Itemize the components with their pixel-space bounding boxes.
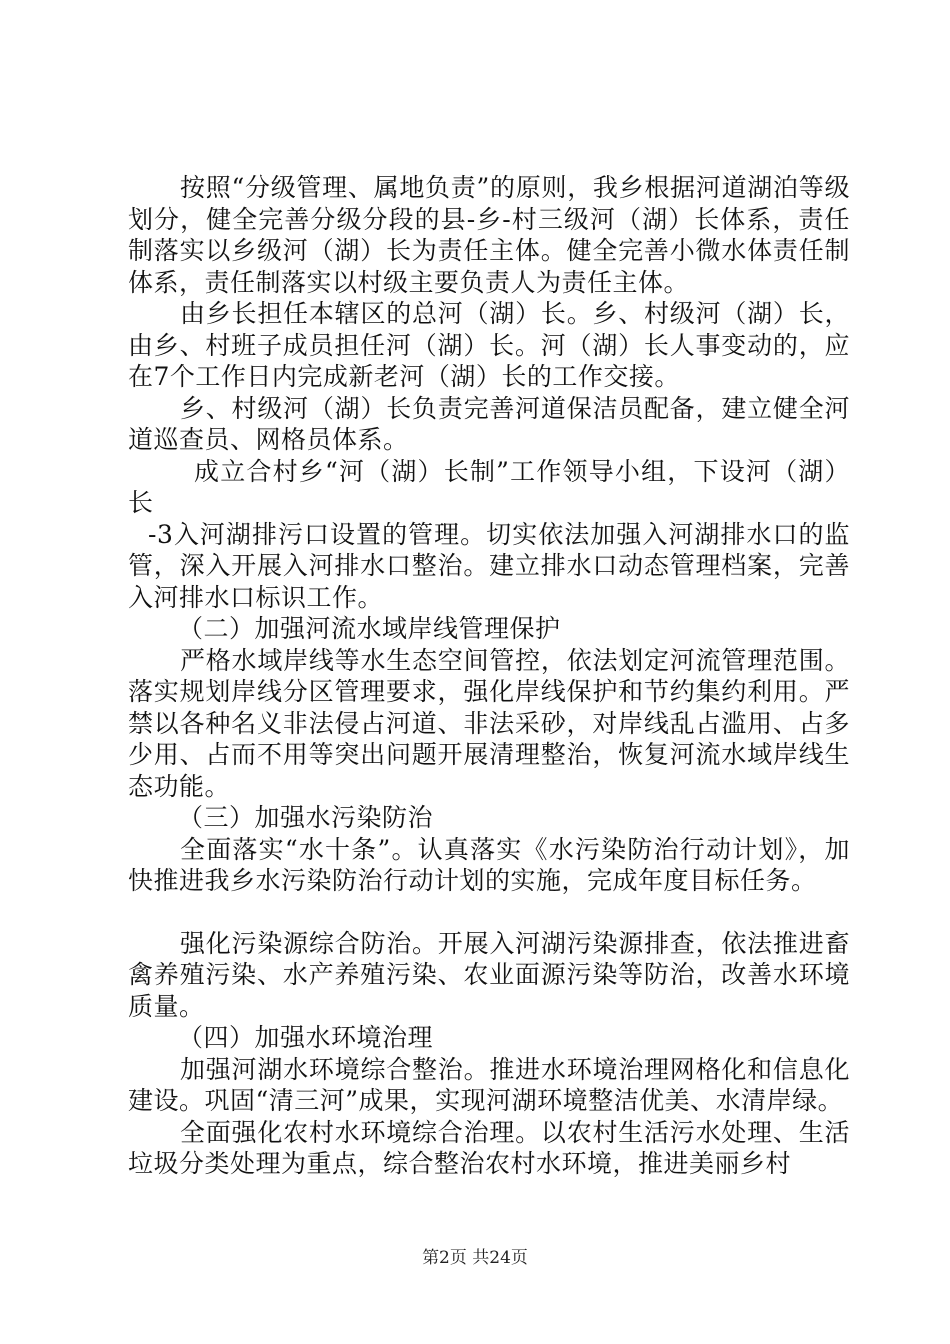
paragraph-rural-water-environment: 全面强化农村水环境综合治理。以农村生活污水处理、生活垃圾分类处理为重点，综合整治农村水环境，推进美丽乡村 [128,1117,850,1178]
paragraph-environment-remediation: 加强河湖水环境综合整治。推进水环境治理网格化和信息化建设。巩固“清三河”成果，实现河湖环境整洁优美、水清岸绿。 [128,1054,850,1115]
paragraph-pollution-source-control: 强化污染源综合防治。开展入河湖污染源排查，依法推进畜禽养殖污染、水产养殖污染、农业面源污染等防治，改善水环境质量。 [128,928,850,1021]
paragraph-shoreline-control: 严格水域岸线等水生态空间管控，依法划定河流管理范围。落实规划岸线分区管理要求，强化岸线保护和节约集约利用。严禁以各种名义非法侵占河道、非法采砂，对岸线乱占滥用、占多少用、占而不用等突出问题开展清理整治，恢复河流水域岸线生态功能。 [128,645,850,801]
paragraph-outfall-management: -3入河湖排污口设置的管理。切实依法加强入河湖排水口的监管，深入开展入河排水口整治。建立排水口动态管理档案，完善入河排水口标识工作。 [128,519,850,612]
section-heading-shoreline: （二）加强河流水域岸线管理保护 [178,614,561,643]
paragraph-river-lake-chief-hierarchy: 按照“分级管理、属地负责”的原则，我乡根据河道湖泊等级划分，健全完善分级分段的县-乡-村三级河（湖）长体系，责任制落实以乡级河（湖）长为责任主体。健全完善小微水体责任制体系，责任制落实以村级主要负责人为责任主体。 [128,173,850,297]
section-heading-water-pollution: （三）加强水污染防治 [178,803,434,832]
section-heading-water-environment: （四）加强水环境治理 [178,1023,434,1052]
paragraph-chief-appointment: 由乡长担任本辖区的总河（湖）长。乡、村级河（湖）长，由乡、村班子成员担任河（湖）长。河（湖）长人事变动的，应在7个工作日内完成新老河（湖）长的工作交接。 [128,299,850,391]
paragraph-leading-group: 成立合村乡“河（湖）长制”工作领导小组，下设河（湖）长 [128,456,850,517]
document-body [128,172,850,1180]
page-footer: 第2页 共24页 [422,1248,528,1268]
paragraph-water-ten-measures: 全面落实“水十条”。认真落实《水污染防治行动计划》，加快推进我乡水污染防治行动计划的实施，完成年度目标任务。 [128,834,850,895]
paragraph-patrol-staff: 乡、村级河（湖）长负责完善河道保洁员配备，建立健全河道巡查员、网格员体系。 [128,393,850,454]
